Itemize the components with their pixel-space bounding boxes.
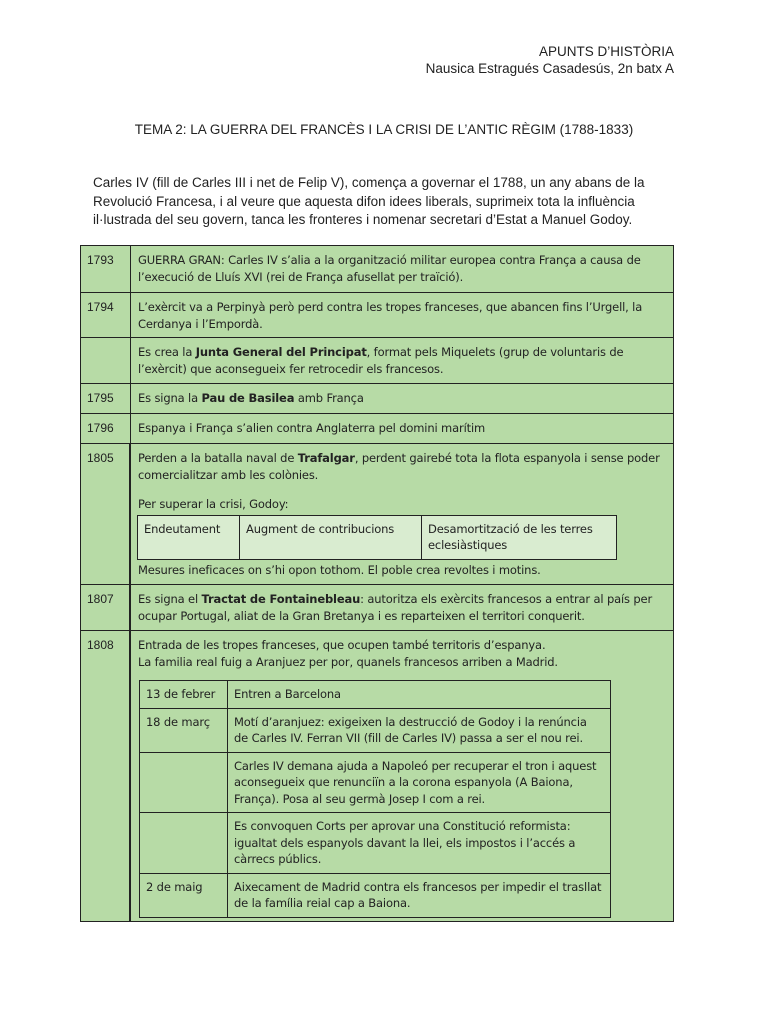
event-line: La familia real fuig a Aranjuez per por, quanels francesos arriben a Madrid. [138, 654, 558, 669]
date-cell [140, 813, 228, 874]
event-text-cell: Aixecament de Madrid contra els francesos per impedir el trasllat de la família reial cap a Baiona. [228, 873, 611, 917]
event-cell: Es crea la Junta General del Principat, format pels Miquelets (grup de voluntaris de l’exèrcit) que aconsegueix fer retrocedir els francesos. [131, 338, 673, 383]
event-line: Entrada de les tropes franceses, que ocupen també territoris d’espanya. [138, 638, 546, 652]
crisis-intro: Per superar la crisi, Godoy: [138, 497, 289, 511]
event-cell: Espanya i França s’alien contra Anglaterra pel domini marítim [131, 414, 673, 443]
table-row [140, 752, 611, 813]
event-text-cell: Entren a Barcelona [228, 681, 611, 709]
event-cell: L’exèrcit va a Perpinyà però perd contra les tropes franceses, que abancen fins l’Urgell, la Cerdanya i l’Empordà. [131, 293, 673, 337]
table-row [80, 585, 674, 631]
table-row [140, 681, 611, 709]
event-text-cell: Es convoquen Corts per aprovar una Constitució reformista: igualtat dels espanyols davant la llei, els impostos i l’accés a càrrecs públics. [228, 813, 611, 874]
table-row [80, 631, 674, 922]
measure-cell: Augment de contribucions [240, 515, 422, 559]
subject-title: APUNTS D’HISTÒRIA [538, 44, 674, 59]
table-row [138, 515, 617, 559]
table-row [80, 444, 674, 585]
date-cell: 2 de maig [140, 873, 228, 917]
measures-table [137, 515, 617, 560]
year-cell: 1795 [81, 384, 131, 413]
page-title: TEMA 2: LA GUERRA DEL FRANCÈS I LA CRISI DE L’ANTIC RÈGIM (1788-1833) [134, 122, 634, 137]
key-term: Pau de Basilea [201, 391, 295, 405]
measures-result: Mesures ineficaces on s’hi opon tothom. El poble crea revoltes i motins. [138, 562, 541, 577]
year-cell: 1805 [81, 444, 131, 584]
event-text-cell: Carles IV demana ajuda a Napoleó per recuperar el tron i aquest aconsegueix que renunciïn a la corona espanyola (A Baiona, França). Posa al seu germà Josep I com a rei. [228, 752, 611, 813]
date-cell: 18 de març [140, 708, 228, 752]
table-row [80, 338, 674, 384]
timeline-table [80, 245, 674, 922]
table-row [140, 708, 611, 752]
events-1808-table [139, 680, 611, 918]
key-term: Tractat de Fontainebleau [201, 592, 361, 606]
table-row [80, 414, 674, 444]
intro-paragraph: Carles IV (fill de Carles III i net de Felip V), comença a governar el 1788, un any abans de la Revolució Francesa, i al veure que aquesta difon idees liberals, suprimeix tota la influència il·lustrada del seu govern, tanca les fronteres i nomenar secretari d’Estat a Manuel Godoy. [93, 175, 645, 227]
measure-cell: Endeutament [138, 515, 240, 559]
date-cell: 13 de febrer [140, 681, 228, 709]
year-cell: 1807 [81, 585, 131, 630]
document-header [426, 43, 674, 77]
measure-cell: Desamortització de les terres eclesiàstiques [422, 515, 617, 559]
table-row [80, 384, 674, 414]
table-row [140, 813, 611, 874]
year-cell [81, 338, 131, 383]
year-cell: 1793 [81, 246, 131, 292]
date-cell [140, 752, 228, 813]
year-cell: 1794 [81, 293, 131, 337]
event-cell: Es signa el Tractat de Fontainebleau: autoritza els exèrcits francesos a entrar al país per ocupar Portugal, aliat de la Gran Bretanya i es reparteixen el territori conquerit. [131, 585, 673, 630]
event-cell: GUERRA GRAN: Carles IV s’alia a la organització militar europea contra França a causa de l’execució de Lluís XVI (rei de França afusellat per traïció). [131, 246, 673, 292]
event-cell: Perden a la batalla naval de Trafalgar, perdent gairebé tota la flota espanyola i sense poder comercialitzar amb les colònies. Per superar la crisi, Godoy: Endeutament Augment de contribucions Desamortització de les terres eclesiàstiques Mesures ineficaces on s’hi opon tothom. El poble crea revoltes i motins. [131, 444, 673, 584]
author-line: Nausica Estragués Casadesús, 2n batx A [425, 61, 674, 76]
table-row [80, 293, 674, 338]
year-cell: 1796 [81, 414, 131, 443]
year-cell: 1808 [81, 631, 131, 921]
table-row [140, 873, 611, 917]
event-cell: Es signa la Pau de Basilea amb França [131, 384, 673, 413]
event-text-cell: Motí d’aranjuez: exigeixen la destrucció de Godoy i la renúncia de Carles IV. Ferran VII (fill de Carles IV) passa a ser el nou rei. [228, 708, 611, 752]
table-row [80, 245, 674, 293]
event-cell [131, 631, 673, 921]
key-term: Trafalgar [297, 451, 355, 465]
key-term: Junta General del Principat [195, 345, 367, 359]
